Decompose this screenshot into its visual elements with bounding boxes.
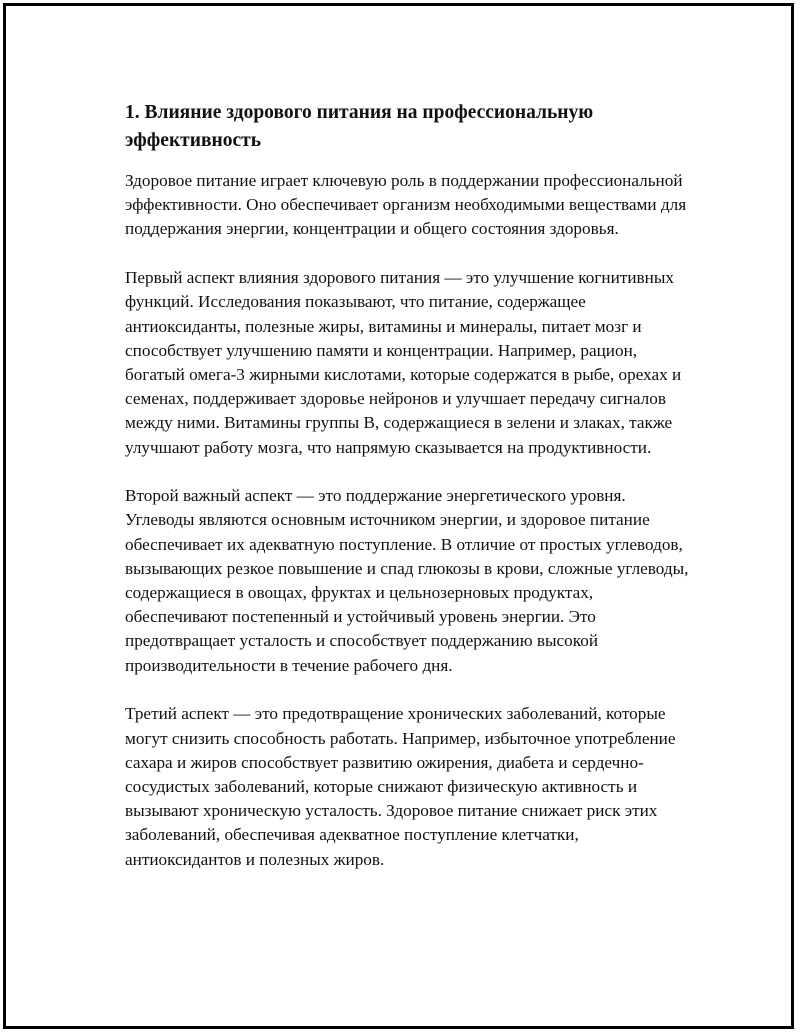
paragraph-energy-level: Второй важный аспект — это поддержание энергетического уровня. Углеводы являются основным источником энергии, и здоровое питание обеспечивает их адекватную поступление. В отличие от простых углеводов, вызывающих резкое повышение и спад глюкозы в крови, сложные углеводы, содержащиеся в овощах, фруктах и цельнозерновых продуктах, обеспечивают постепенный и устойчивый уровень энергии. Это предотвращает усталость и способствует поддержанию высокой производительности в течение рабочего дня. [125, 486, 689, 675]
document-body [125, 99, 695, 872]
paragraph-cognitive-functions: Первый аспект влияния здорового питания — это улучшение когнитивных функций. Исследования показывают, что питание, содержащее антиоксиданты, полезные жиры, витамины и минералы, питает мозг и способствует улучшению памяти и концентрации. Например, рацион, богатый омега-3 жирными кислотами, которые содержатся в рыбе, орехах и семенах, поддерживает здоровье нейронов и улучшает передачу сигналов между ними. Витамины группы B, содержащиеся в зелени и злаках, также улучшают работу мозга, что напрямую сказывается на продуктивности. [125, 268, 682, 457]
section-heading: 1. Влияние здорового питания на профессиональную эффективность [125, 102, 594, 151]
paragraph-chronic-diseases: Третий аспект — это предотвращение хронических заболеваний, которые могут снизить способность работать. Например, избыточное употребление сахара и жиров способствует развитию ожирения, диабета и сердечно-сосудистых заболеваний, которые снижают физическую активность и вызывают хроническую усталость. Здоровое питание снижает риск этих заболеваний, обеспечивая адекватное поступление клетчатки, антиоксидантов и полезных жиров. [125, 704, 676, 869]
page-border [3, 3, 794, 1029]
paragraph-intro: Здоровое питание играет ключевую роль в поддержании профессиональной эффективности. Оно обеспечивает организм необходимыми веществами для поддержания энергии, концентрации и общего состояния здоровья. [125, 171, 687, 239]
